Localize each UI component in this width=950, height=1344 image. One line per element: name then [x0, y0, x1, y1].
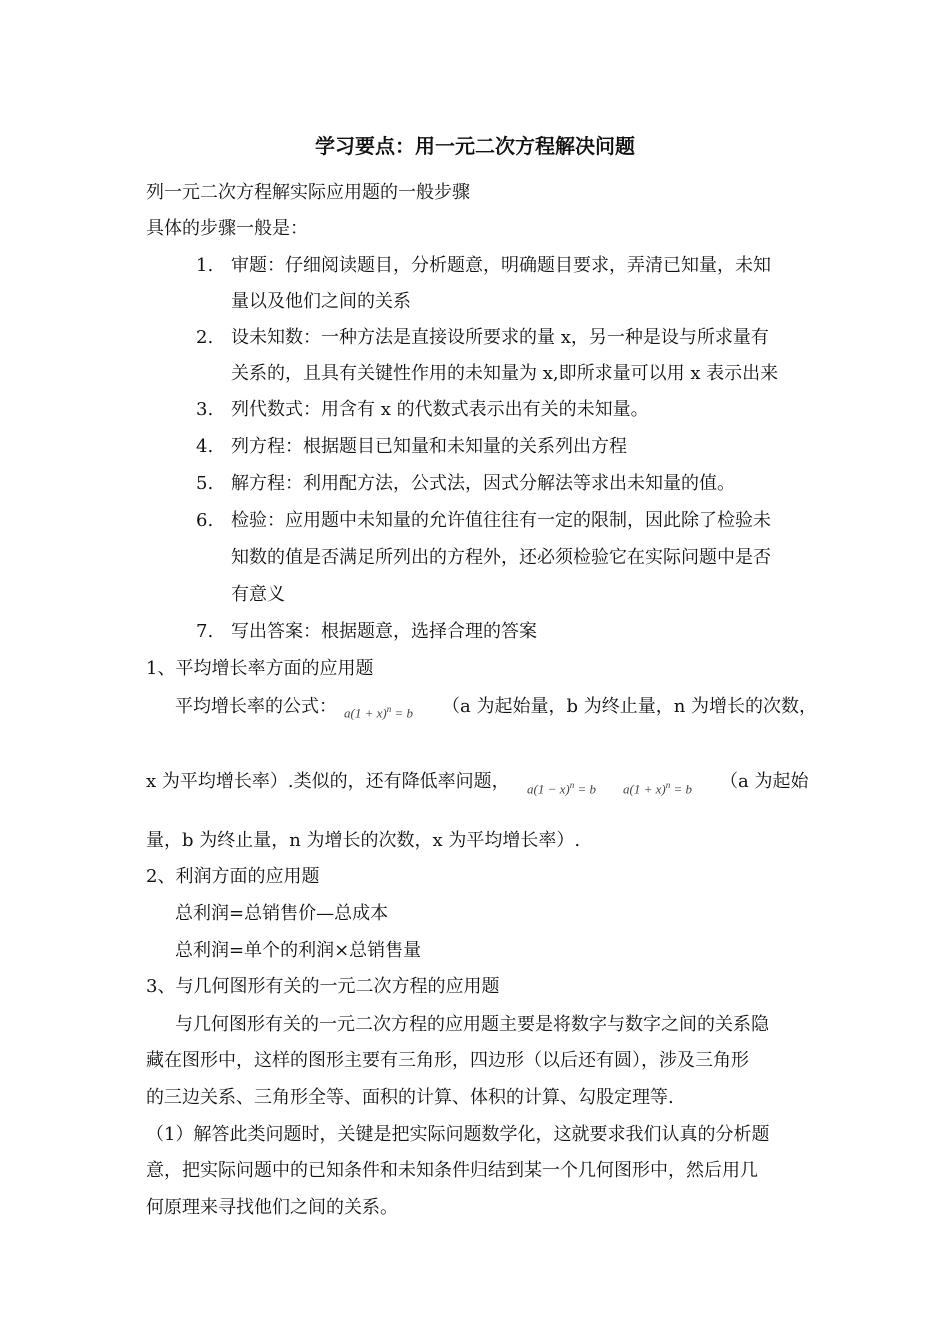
decline-formula	[527, 780, 596, 797]
step-number: 2.	[196, 327, 214, 348]
intro-heading: 列一元二次方程解实际应用题的一般步骤	[146, 182, 470, 203]
section1-line2-head: x 为平均增长率）.类似的，还有降低率问题，	[146, 771, 510, 792]
formula-growth-base: a(1 + x)	[623, 781, 666, 797]
section1-line2-tail: （a 为起始	[720, 771, 809, 792]
step-number: 6.	[196, 510, 214, 531]
section3-item1-line: 意，把实际问题中的已知条件和未知条件归结到某一个几何图形中，然后用几	[146, 1160, 758, 1181]
step-text: 列方程：根据题目已知量和未知量的关系列出方程	[231, 436, 627, 457]
step-text: 知数的值是否满足所列出的方程外，还必须检验它在实际问题中是否	[231, 547, 771, 568]
step-text: 解方程：利用配方法，公式法，因式分解法等求出未知量的值。	[231, 473, 735, 494]
step-text: 量以及他们之间的关系	[231, 291, 411, 312]
step-text: 列代数式：用含有 x 的代数式表示出有关的未知量。	[231, 399, 649, 420]
section1-line3: 量，b 为终止量，n 为增长的次数，x 为平均增长率）.	[146, 830, 581, 851]
step-text: 有意义	[231, 584, 285, 605]
step-number: 5.	[196, 473, 214, 494]
step-number: 4.	[196, 436, 214, 457]
profit-formula: 总利润=总销售价—总成本	[175, 903, 389, 924]
formula-decline-base: a(1 − x)	[527, 781, 570, 797]
formula-decline-exponent: n	[569, 780, 575, 790]
formula-growth-base: a(1 + x)	[344, 705, 387, 721]
profit-formula: 总利润=单个的利润×总销售量	[175, 940, 422, 961]
section3-item1-line: 何原理来寻找他们之间的关系。	[146, 1197, 398, 1218]
formula-growth-rhs: = b	[391, 705, 413, 721]
step-text: 设未知数：一种方法是直接设所要求的量 x，另一种是设与所求量有	[231, 327, 769, 348]
formula-growth-exponent: n	[665, 780, 671, 790]
section3-item1-line: （1）解答此类问题时，关键是把实际问题数学化，这就要求我们认真的分析题	[146, 1124, 770, 1145]
growth-formula	[344, 704, 413, 721]
step-number: 3.	[196, 399, 214, 420]
section3-paragraph-line: 藏在图形中，这样的图形主要有三角形，四边形（以后还有圆），涉及三角形	[146, 1050, 749, 1071]
formula-growth-rhs: = b	[670, 781, 692, 797]
page-title: 学习要点：用一元二次方程解决问题	[315, 134, 635, 158]
section3-paragraph-line: 的三边关系、三角形全等、面积的计算、体积的计算、勾股定理等.	[146, 1087, 674, 1108]
step-text: 关系的，且具有关键性作用的未知量为 x,即所求量可以用 x 表示出来	[231, 363, 779, 384]
step-number: 1.	[196, 255, 214, 276]
step-number: 7.	[196, 621, 214, 642]
formula-growth-exponent: n	[386, 704, 392, 714]
section1-formula-label: 平均增长率的公式：	[175, 696, 337, 717]
section2-heading: 2、利润方面的应用题	[146, 866, 320, 887]
section1-line1-tail: （a 为起始量，b 为终止量，n 为增长的次数，	[442, 696, 818, 717]
section3-paragraph-line: 与几何图形有关的一元二次方程的应用题主要是将数字与数字之间的关系隐	[175, 1014, 769, 1035]
formula-decline-rhs: = b	[574, 781, 596, 797]
step-text: 审题：仔细阅读题目，分析题意，明确题目要求，弄清已知量，未知	[231, 255, 771, 276]
section1-heading: 1、平均增长率方面的应用题	[146, 658, 374, 679]
growth-formula-repeat	[623, 780, 692, 797]
step-text: 写出答案：根据题意，选择合理的答案	[231, 621, 537, 642]
intro-subheading: 具体的步骤一般是：	[146, 218, 308, 239]
section3-heading: 3、与几何图形有关的一元二次方程的应用题	[146, 976, 500, 997]
step-text: 检验：应用题中未知量的允许值往往有一定的限制，因此除了检验未	[231, 510, 771, 531]
